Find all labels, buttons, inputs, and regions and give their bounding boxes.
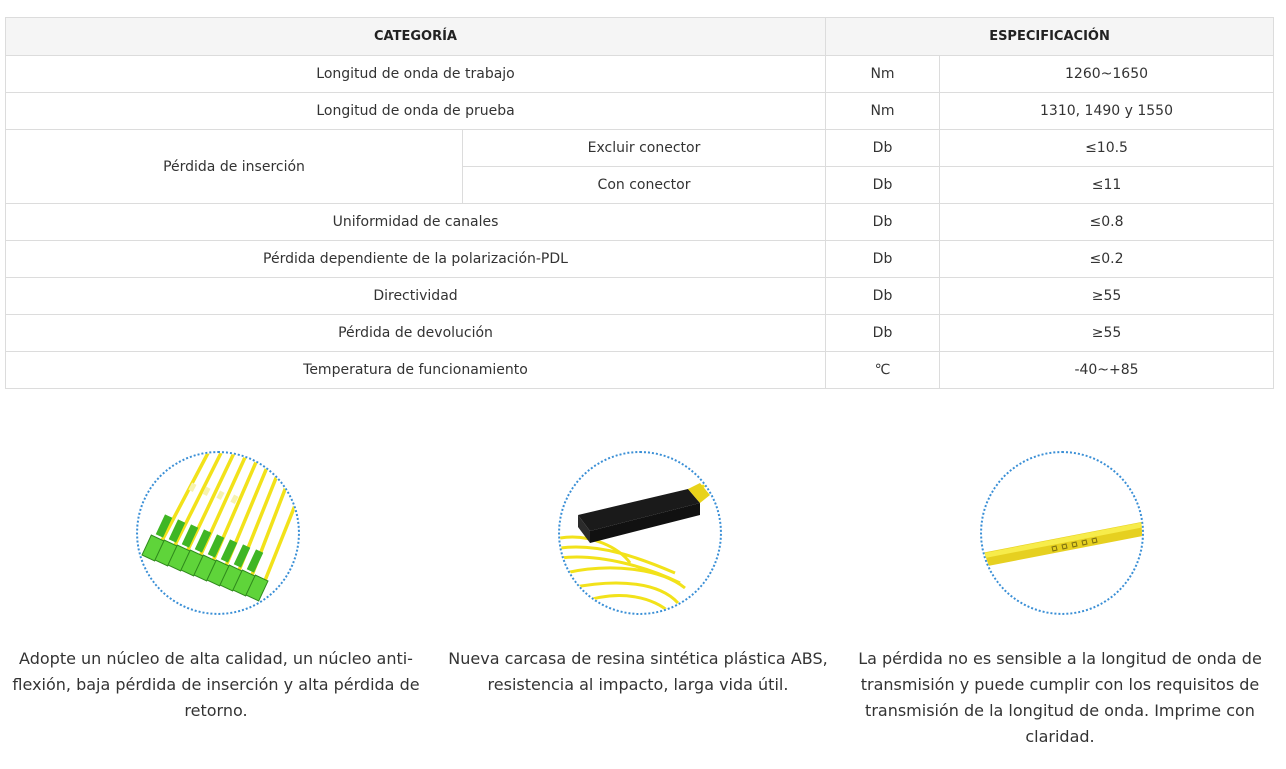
specification-table — [5, 17, 1274, 389]
row-label: Uniformidad de canales — [6, 204, 826, 241]
row-label: Longitud de onda de trabajo — [6, 56, 826, 93]
table-row — [6, 93, 1274, 130]
row-label: Pérdida de inserción — [6, 130, 463, 204]
row-value: ≤0.2 — [940, 241, 1274, 278]
row-label: Pérdida de devolución — [6, 315, 826, 352]
table-row — [6, 130, 1274, 167]
row-value: ≤11 — [940, 167, 1274, 204]
row-unit: Db — [826, 167, 940, 204]
row-value: ≤0.8 — [940, 204, 1274, 241]
row-unit: Db — [826, 278, 940, 315]
table-row — [6, 315, 1274, 352]
row-sublabel: Con conector — [463, 167, 826, 204]
table-row — [6, 352, 1274, 389]
row-value: 1260~1650 — [940, 56, 1274, 93]
row-value: ≥55 — [940, 278, 1274, 315]
row-unit: Db — [826, 130, 940, 167]
feature-description: Adopte un núcleo de alta calidad, un núcleo anti-flexión, baja pérdida de inserción y alta pérdida de retorno. — [12, 649, 420, 720]
row-value: ≥55 — [940, 315, 1274, 352]
header-specification: ESPECIFICACIÓN — [826, 18, 1274, 56]
row-value: -40~+85 — [940, 352, 1274, 389]
table-row — [6, 56, 1274, 93]
row-unit: Db — [826, 315, 940, 352]
abs-box-splitter-image — [558, 451, 722, 615]
row-value: 1310, 1490 y 1550 — [940, 93, 1274, 130]
sc-apc-connectors-image — [136, 451, 300, 615]
row-sublabel: Excluir conector — [463, 130, 826, 167]
features-section — [0, 448, 1286, 768]
row-label: Pérdida dependiente de la polarización-PDL — [6, 241, 826, 278]
row-unit: Nm — [826, 56, 940, 93]
row-unit: Nm — [826, 93, 940, 130]
row-label: Longitud de onda de prueba — [6, 93, 826, 130]
table-header-row — [6, 18, 1274, 56]
feature-description: Nueva carcasa de resina sintética plástica ABS, resistencia al impacto, larga vida útil. — [448, 649, 828, 694]
row-label: Directividad — [6, 278, 826, 315]
row-unit: ℃ — [826, 352, 940, 389]
table-row — [6, 241, 1274, 278]
feature-description: La pérdida no es sensible a la longitud de onda de transmisión y puede cumplir con los requisitos de transmisión de la longitud de onda. Imprime con claridad. — [858, 649, 1262, 746]
table-row — [6, 278, 1274, 315]
row-unit: Db — [826, 241, 940, 278]
row-value: ≤10.5 — [940, 130, 1274, 167]
yellow-fiber-cable-image — [980, 451, 1144, 615]
table-row — [6, 204, 1274, 241]
row-unit: Db — [826, 204, 940, 241]
header-category: CATEGORÍA — [6, 18, 826, 56]
row-label: Temperatura de funcionamiento — [6, 352, 826, 389]
